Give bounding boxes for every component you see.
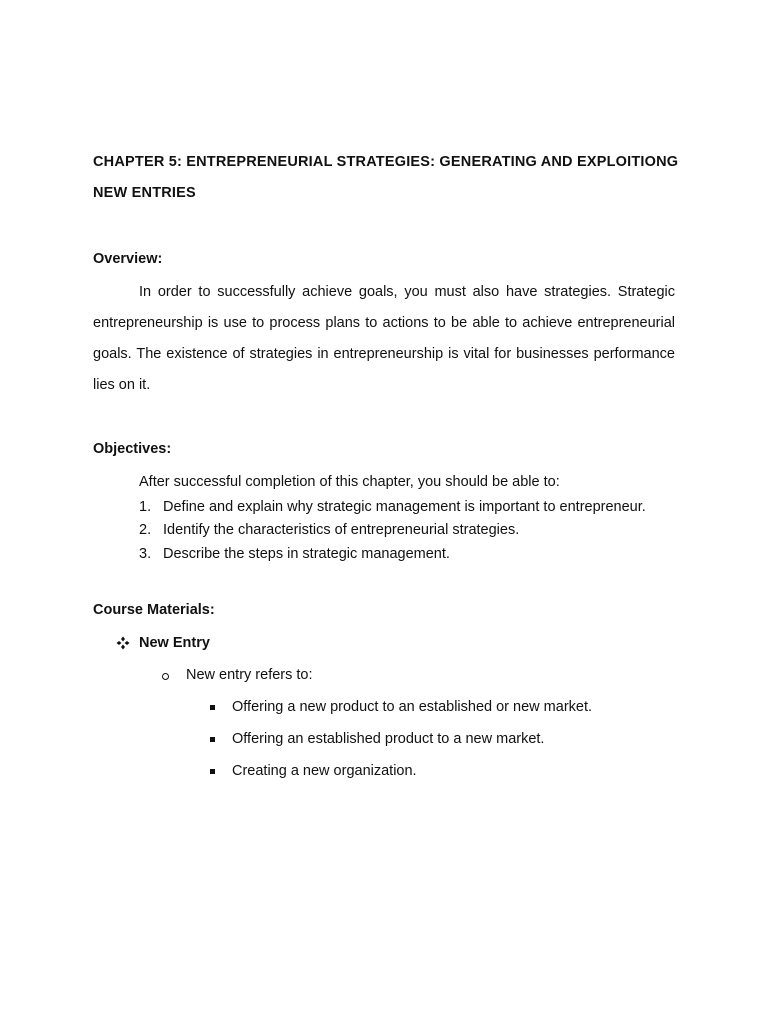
- course-materials-heading: Course Materials:: [93, 602, 215, 618]
- objectives-intro: After successful completion of this chapter, you should be able to:: [139, 474, 560, 490]
- objective-number-2: 2.: [139, 522, 152, 538]
- overview-line-2: entrepreneurship is use to process plans to actions to be able to achieve entrepreneurial: [93, 315, 675, 331]
- objective-text-2: Identify the characteristics of entrepreneurial strategies.: [163, 522, 520, 538]
- new-entry-bullet-1: Offering a new product to an established or new market.: [232, 699, 593, 715]
- objective-number-1: 1.: [139, 499, 152, 515]
- overview-line-3: goals. The existence of strategies in entrepreneurship is vital for businesses performance: [93, 346, 675, 362]
- chapter-title-line-1: CHAPTER 5: ENTREPRENEURIAL STRATEGIES: GENERATING AND EXPLOITIONG: [93, 154, 679, 170]
- objective-number-3: 3.: [139, 546, 152, 562]
- new-entry-bullet-3: Creating a new organization.: [232, 763, 417, 779]
- new-entry-title: New Entry: [139, 635, 210, 651]
- objective-text-3: Describe the steps in strategic management.: [163, 546, 450, 562]
- overview-line-4: lies on it.: [93, 377, 151, 393]
- filled-square-bullet-icon: [210, 705, 215, 710]
- chapter-title-line-2: NEW ENTRIES: [93, 185, 196, 201]
- hollow-circle-bullet-icon: [162, 673, 169, 680]
- objectives-heading: Objectives:: [93, 441, 172, 457]
- new-entry-sub-item: New entry refers to:: [186, 667, 313, 683]
- objective-text-1: Define and explain why strategic management is important to entrepreneur.: [163, 499, 646, 515]
- overview-heading: Overview:: [93, 251, 163, 267]
- filled-square-bullet-icon: [210, 769, 215, 774]
- new-entry-bullet-2: Offering an established product to a new market.: [232, 731, 545, 747]
- filled-square-bullet-icon: [210, 737, 215, 742]
- four-diamond-bullet-icon: [116, 636, 130, 650]
- overview-line-1: In order to successfully achieve goals, you must also have strategies. Strategic: [139, 284, 675, 300]
